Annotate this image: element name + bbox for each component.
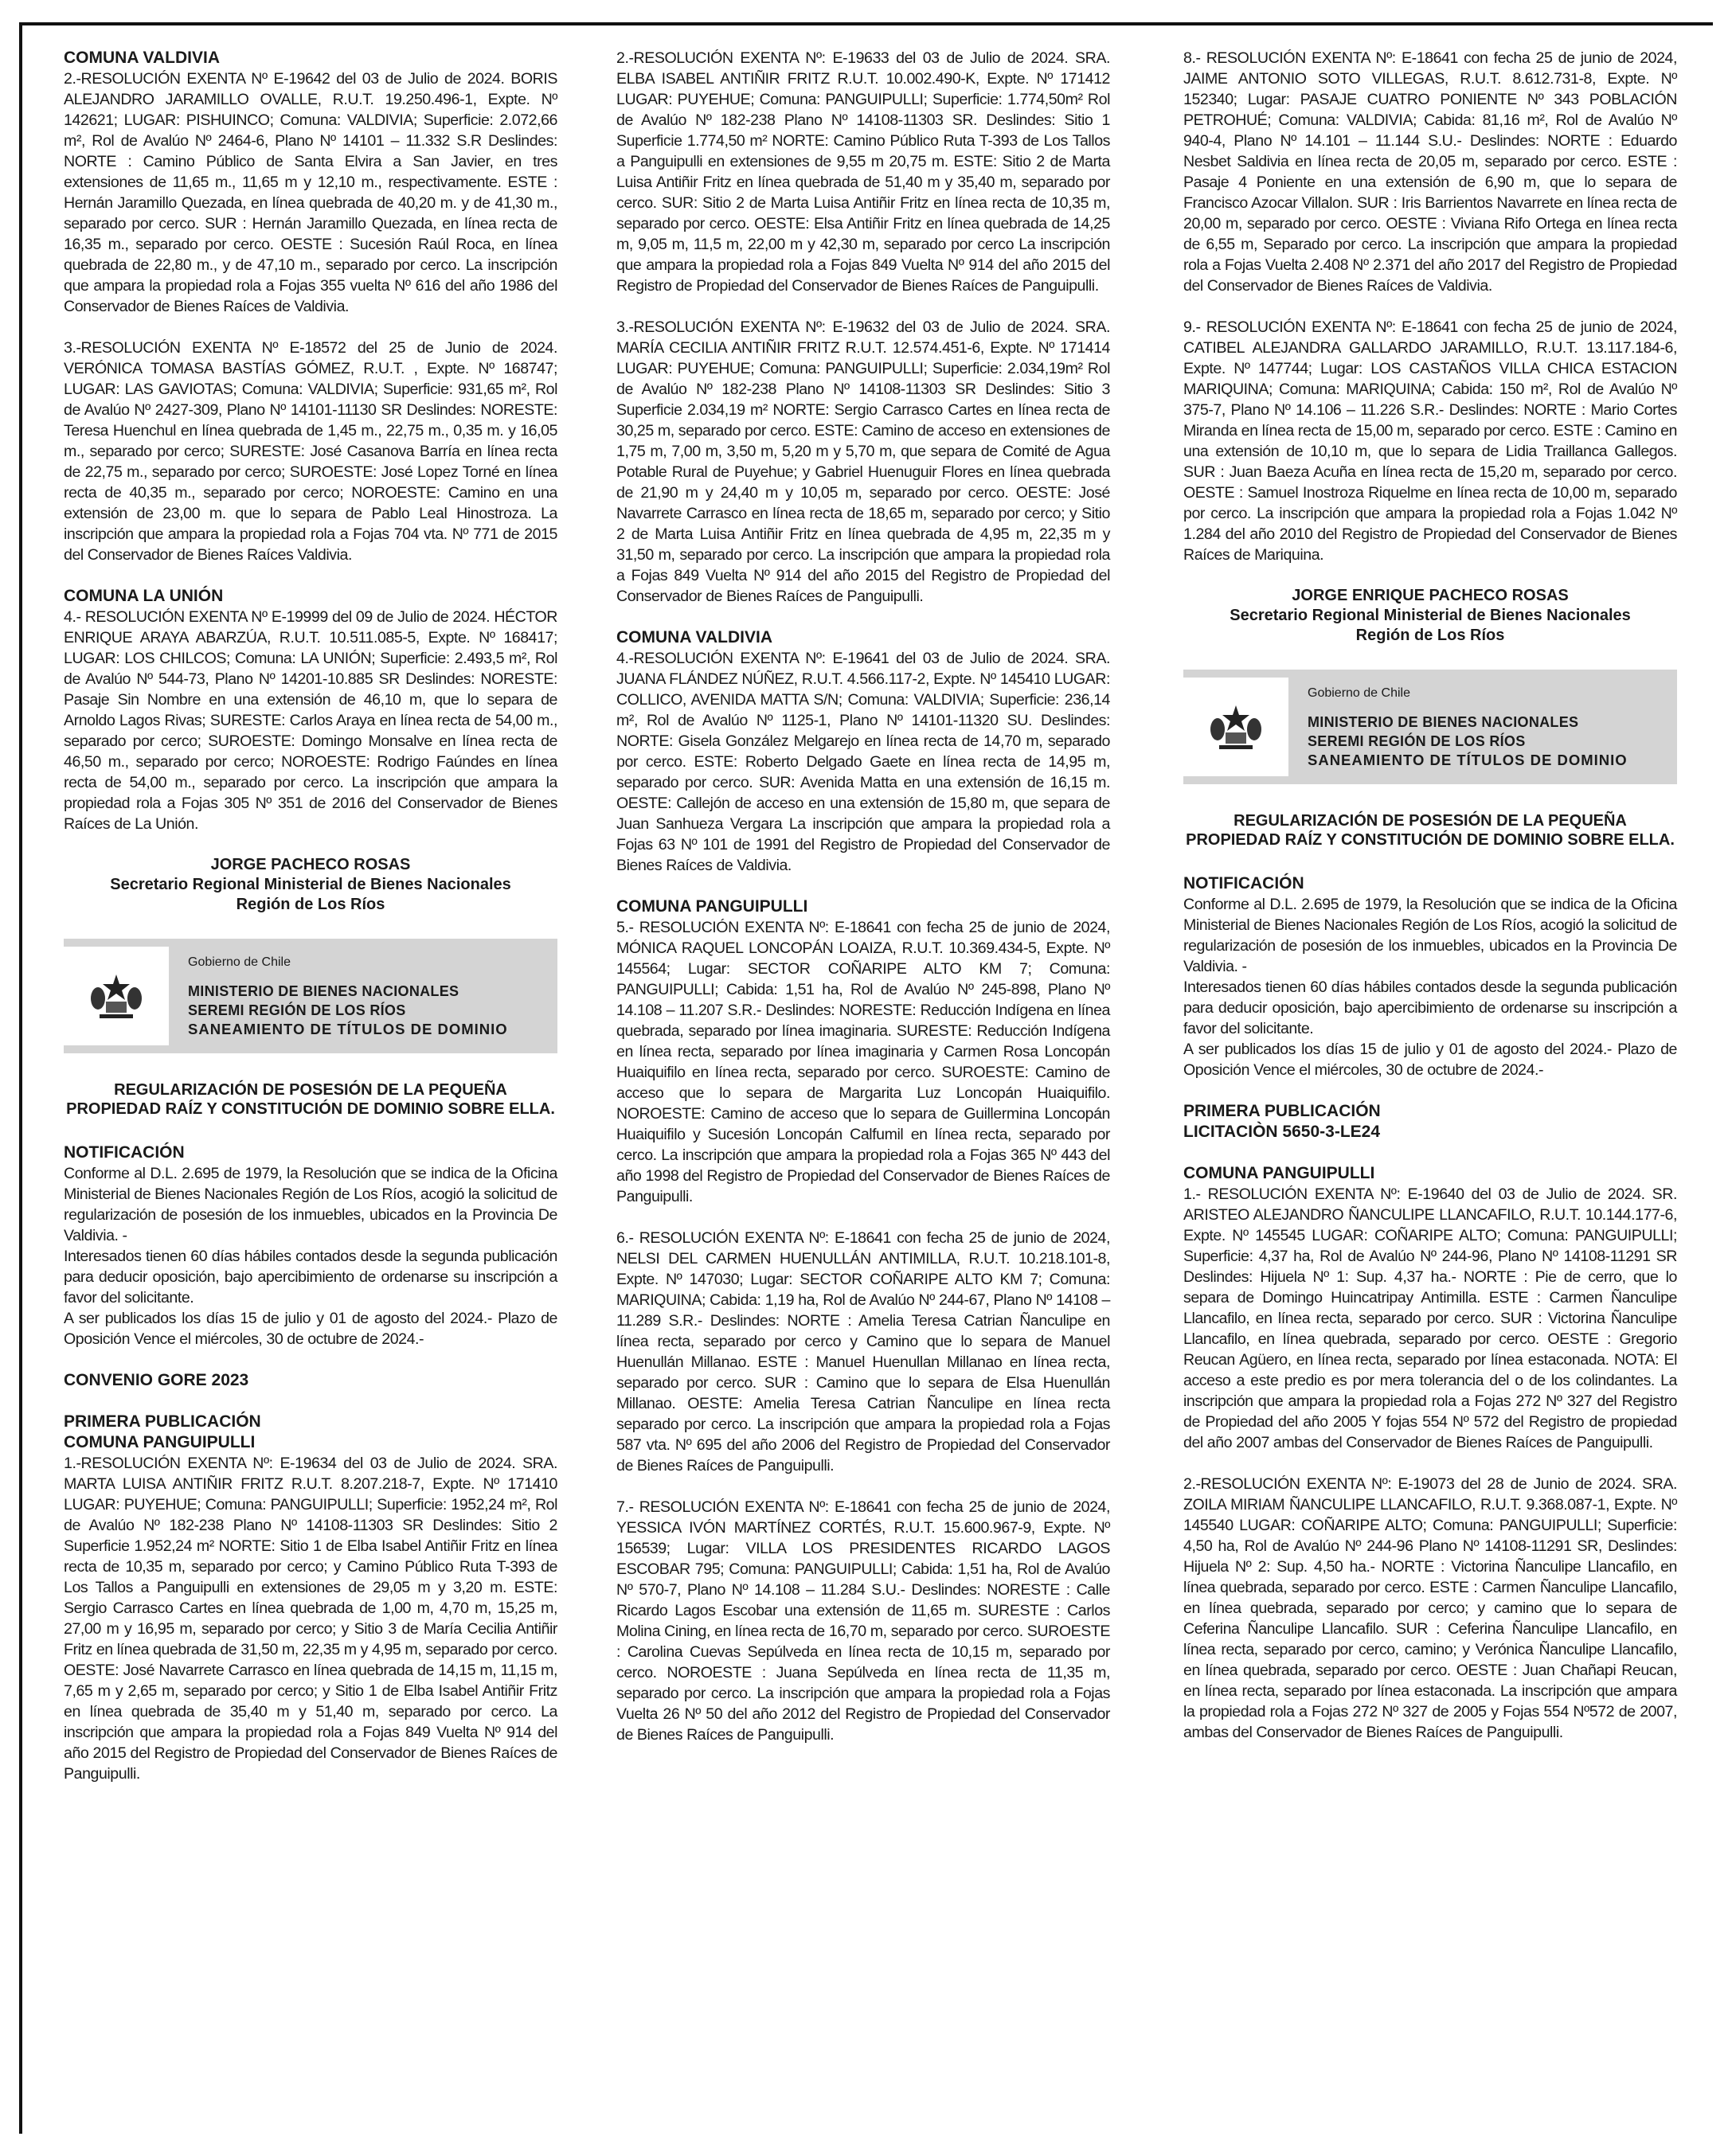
section-heading: COMUNA PANGUIPULLI bbox=[64, 1433, 256, 1451]
regularization-title-line1: REGULARIZACIÓN DE POSESIÓN DE LA PEQUEÑA bbox=[114, 1081, 507, 1099]
licitacion-heading: LICITACIÒN 5650-3-LE24 bbox=[1183, 1123, 1381, 1141]
ministry-name: MINISTERIO DE BIENES NACIONALES bbox=[1308, 714, 1579, 730]
signer-title: Secretario Regional Ministerial de Bienes Nacionales bbox=[1230, 607, 1631, 624]
notification-heading: NOTIFICACIÓN bbox=[64, 1143, 185, 1162]
signer-name: JORGE ENRIQUE PACHECO ROSAS bbox=[1292, 587, 1569, 604]
ministry-banner bbox=[64, 939, 557, 1053]
notification-text-1: Conforme al D.L. 2.695 de 1979, la Resolución que se indica de la Oficina Ministerial de Bienes Nacionales Región de Los Ríos, acogió la solicitud de regularización de posesión de los inmuebles, ubicados en la Provincia De Valdivia. - bbox=[1183, 896, 1677, 975]
resolution-9: 9.- RESOLUCIÓN EXENTA Nº: E-18641 con fecha 25 de junio de 2024, CATIBEL ALEJANDRA GALLARDO JARAMILLO, R.U.T. 13.117.184-6, Expte. Nº 147744; Lugar: LOS CASTAÑOS VILLA CHICA ESTACION MARIQUINA; Comuna: MARIQUINA; Cabida: 150 m², Rol de Avalúo Nº 375-7, Plano Nº 14.106 – 11.226 S.R.- Deslindes: NORTE : Mario Cortes Miranda en línea recta de 15,00 m, separado por cerco. ESTE : Camino en una extensión de 10,10 m, que lo separa de Lidia Traillanca Gallegos. SUR : Juan Baeza Acuña en línea recta de 15,20 m, separado por cerco. OESTE : Samuel Inostroza Riquelme en línea recta de 10,00 m, separado por cerco. La inscripción que ampara la propiedad rola a Fojas 1.042 Nº 1.284 del año 2010 del Registro de Propiedad del Conservador de Bienes Raíces de Mariquina. bbox=[1183, 318, 1677, 564]
resolution-6: 6.- RESOLUCIÓN EXENTA Nº: E-18641 con fecha 25 de junio de 2024, NELSI DEL CARMEN HUENULLÁN ANTIMILLA, R.U.T. 10.218.101-8, Expte. Nº 147030; Lugar: SECTOR COÑARIPE ALTO KM 7; Comuna: MARIQUINA; Cabida: 1,19 ha, Rol de Avalúo Nº 244-67, Plano Nº 14108 – 11.289 S.R.- Deslindes: NORTE : Amelia Teresa Catrian Ñanculipe en línea recta, separado por cerco y Camino que lo separa de Manuel Huenullán Millanao. ESTE : Manuel Huenullan Millanao en línea recta, separado por cerco. SUR : Camino que lo separa de Elsa Huenullán Millanao. OESTE: Amelia Teresa Catrian Ñanculipe en línea recta separado por cerco. La inscripción que ampara la propiedad rola a Fojas 587 vta. Nº 695 del año 2006 del Registro de Propiedad del Conservador de Bienes Raíces de Panguipulli. bbox=[616, 1229, 1110, 1474]
ministry-banner bbox=[1183, 670, 1677, 784]
notification-text-3: A ser publicados los días 15 de julio y 01 de agosto del 2024.- Plazo de Oposición Vence el miércoles, 30 de octubre de 2024.- bbox=[1183, 1041, 1677, 1079]
resolution-8: 8.- RESOLUCIÓN EXENTA Nº: E-18641 con fecha 25 de junio de 2024, JAIME ANTONIO SOTO VILLEGAS, R.U.T. 8.612.731-8, Expte. Nº 152340; Lugar: PASAJE CUATRO PONIENTE Nº 343 POBLACIÓN PETROHUÉ; Comuna: VALDIVIA; Cabida: 81,16 m², Rol de Avalúo Nº 940-4, Plano Nº 14.101 – 11.144 S.U.- Deslindes: NORTE : Eduardo Nesbet Saldivia en línea recta de 20,05 m, separado por cerco. ESTE : Pasaje 4 Poniente en una extensión de 6,90 m, que lo separa de Francisco Azocar Villalon. SUR : Iris Barrientos Navarrete en línea recta de 20,00 m, separado por cerco. OESTE : Viviana Rifo Ortega en línea recta de 6,55 m, Separado por cerco. La inscripción que ampara la propiedad rola a Fojas Vuelta 2.408 Nº 2.371 del año 2017 del Registro de Propiedad del Conservador de Bienes Raíces de Valdivia. bbox=[1183, 49, 1677, 295]
section-heading: COMUNA LA UNIÓN bbox=[64, 587, 224, 605]
regularization-title-line2: PROPIEDAD RAÍZ Y CONSTITUCIÓN DE DOMINIO SOBRE ELLA. bbox=[66, 1100, 555, 1118]
chile-coat-of-arms-icon bbox=[1208, 702, 1264, 752]
column-3 bbox=[1183, 48, 1677, 1763]
signer-region: Región de Los Ríos bbox=[236, 896, 385, 913]
chile-coat-of-arms-icon bbox=[88, 971, 144, 1021]
ministry-text bbox=[188, 953, 508, 1039]
resolution-2: 2.-RESOLUCIÓN EXENTA Nº: E-19633 del 03 de Julio de 2024. SRA. ELBA ISABEL ANTIÑIR FRITZ R.U.T. 10.002.490-K, Expte. Nº 171412 LUGAR: PUYEHUE; Comuna: PANGUIPULLI; Superficie: 1.774,50m² Rol de Avalúo Nº 182-238 Plano Nº 14108-11303 SR. Deslindes: Sitio 1 Superficie 1.774,50 m² NORTE: Camino Público Ruta T-393 de Los Tallos a Panguipulli en extensiones de 9,55 m 20,75 m. ESTE: Sitio 2 de Marta Luisa Antiñir Fritz en línea quebrada de 51,40 m y 35,40 m, separado por cerco. SUR: Sitio 2 de Marta Luisa Antiñir Fritz en línea recta de 10,35 m, separado por cerco. OESTE: Elsa Antiñir Fritz en línea quebrada de 14,25 m, 9,05 m, 11,5 m, 22,00 m y 42,30 m, separado por cerco La inscripción que ampara la propiedad rola a Fojas 849 Vuelta Nº 914 del año 2015 del Registro de Propiedad del Conservador de Bienes Raíces de Panguipulli. bbox=[616, 49, 1110, 295]
resolution-5: 5.- RESOLUCIÓN EXENTA Nº: E-18641 con fecha 25 de junio de 2024, MÓNICA RAQUEL LONCOPÁN LOAIZA, R.U.T. 10.369.434-5, Expte. Nº 145564; Lugar: SECTOR COÑARIPE ALTO KM 7; Comuna: PANGUIPULLI; Cabida: 1,51 ha, Rol de Avalúo Nº 245-898, Plano Nº 14.108 – 11.207 S.R.- Deslindes: NORESTE: Reducción Indígena en línea quebrada, separado por línea imaginaria. SURESTE: Reducción Indígena en línea recta, separado por línea imaginaria y Carmen Rosa Loncopán Huaiquifilo en línea recta, separado por cerco. SUROESTE: Camino de acceso que lo separa de Margarita Luz Loncopán Huaiquifilo. NOROESTE: Camino de acceso que lo separa de Guillermina Loncopán Huaiquifilo y Sucesión Loncopán Calfumil en línea recta, separado por cerco. La inscripción que ampara la propiedad rola a Fojas 365 Nº 443 del año 1998 del Registro de Propiedad del Conservador de Bienes Raíces de Panguipulli. bbox=[616, 919, 1110, 1205]
gov-label: Gobierno de Chile bbox=[1308, 686, 1410, 700]
resolution-2: 2.-RESOLUCIÓN EXENTA Nº: E-19073 del 28 de Junio de 2024. SRA. ZOILA MIRIAM ÑANCULIPE LLANCAFILO, R.U.T. 9.368.087-1, Expte. Nº 145540 LUGAR: COÑARIPE ALTO; Comuna: PANGUIPULLI; Superficie: 4,50 ha, Rol de Avalúo Nº 244-96 Plano Nº 14108-11291 SR, Deslindes: Hijuela Nº 2: Sup. 4,50 ha.- NORTE : Victorina Ñanculipe Llancafilo, en línea quebrada, separado por cerco. ESTE : Carmen Ñanculipe Llancafilo, en línea quebrada, separado por cerco; y camino que lo separa de Ceferina Ñanculipe Llancafilo. SUR : Ceferina Ñanculipe Llancafilo, en línea recta, separado por cerco, camino; y Verónica Ñanculipe Llancafilo, en línea quebrada, separado por cerco. OESTE : Juan Chañapi Reucan, en línea recta, separado por línea estaconada. La inscripción que ampara la propiedad rola a Fojas 272 Nº 327 de 2005 y Fojas 554 Nº572 de 2007, ambas del Conservador de Bienes Raíces de Panguipulli. bbox=[1183, 1475, 1677, 1741]
column-2 bbox=[616, 48, 1110, 1766]
program-name: SANEAMIENTO DE TÍTULOS DE DOMINIO bbox=[188, 1021, 508, 1037]
notification-text-1: Conforme al D.L. 2.695 de 1979, la Resolución que se indica de la Oficina Ministerial de Bienes Nacionales Región de Los Ríos, acogió la solicitud de regularización de posesión de los inmuebles, ubicados en la Provincia De Valdivia. - bbox=[64, 1165, 557, 1244]
program-name: SANEAMIENTO DE TÍTULOS DE DOMINIO bbox=[1308, 752, 1628, 768]
signature-block bbox=[1183, 586, 1677, 646]
emblem-box bbox=[1183, 678, 1288, 776]
section-heading: COMUNA VALDIVIA bbox=[64, 49, 220, 67]
ministry-name: MINISTERIO DE BIENES NACIONALES bbox=[188, 983, 459, 999]
resolution-4: 4.-RESOLUCIÓN EXENTA Nº: E-19641 del 03 de Julio de 2024. SRA. JUANA FLÁNDEZ NÚÑEZ, R.U.T. 4.566.117-2, Expte. Nº 145410 LUGAR: COLLICO, AVENIDA MATTA S/N; Comuna: VALDIVIA; Superficie: 236,14 m², Rol de Avalúo Nº 1125-1, Plano Nº 14101-11320 SU. Deslindes: NORTE: Gisela González Melgarejo en línea recta de 14,70 m, separado por cerco. ESTE: Roberto Delgado Gaete en línea recta de 14,95 m, separado por cerco. SUR: Avenida Matta en una extensión de 16,15 m. OESTE: Callejón de acceso en una extensión de 15,80 m, que separa de Juan Sanhueza Vergara La inscripción que ampara la propiedad rola a Fojas 63 Nº 101 de 1991 del Registro de Propiedad del Conservador de Bienes Raíces de Valdivia. bbox=[616, 650, 1110, 874]
notification-heading: NOTIFICACIÓN bbox=[1183, 874, 1304, 892]
notification-text-2: Interesados tienen 60 días hábiles contados desde la segunda publicación para deducir oposición, bajo apercibimiento de ordenarse su inscripción a favor del solicitante. bbox=[64, 1248, 557, 1306]
notification-text-3: A ser publicados los días 15 de julio y 01 de agosto del 2024.- Plazo de Oposición Vence el miércoles, 30 de octubre de 2024.- bbox=[64, 1310, 557, 1348]
resolution-4: 4.- RESOLUCIÓN EXENTA Nº E-19999 del 09 de Julio de 2024. HÉCTOR ENRIQUE ARAYA ABARZÚA, R.U.T. 10.511.085-5, Expte. Nº 168417; LUGAR: LOS CHILCOS; Comuna: LA UNIÓN; Superficie: 2.493,5 m², Rol de Avalúo Nº 544-73, Plano Nº 14201-10.885 SR Deslindes: NORESTE: Pasaje Sin Nombre en una extensión de 46,10 m, que lo separa de Arnoldo Lagos Rivas; SURESTE: Carlos Araya en línea recta de 54,00 m., separado por cerco; SUROESTE: Domingo Monsalve en línea recta de 46,50 m., separado por cerco; NOROESTE: Rodrigo Faúndes en línea recta de 54,00 m., separado por cerco. La inscripción que ampara la propiedad rola a Fojas 305 Nº 351 de 2016 del Conservador de Bienes Raíces de La Unión. bbox=[64, 608, 557, 833]
section-heading: COMUNA VALDIVIA bbox=[616, 628, 772, 646]
regularization-title-line2: PROPIEDAD RAÍZ Y CONSTITUCIÓN DE DOMINIO SOBRE ELLA. bbox=[1186, 831, 1675, 849]
regularization-title-line1: REGULARIZACIÓN DE POSESIÓN DE LA PEQUEÑA bbox=[1234, 812, 1627, 830]
signature-block bbox=[64, 855, 557, 915]
first-publication-heading: PRIMERA PUBLICACIÓN bbox=[1183, 1102, 1381, 1120]
column-1 bbox=[64, 48, 557, 1805]
signer-name: JORGE PACHECO ROSAS bbox=[210, 856, 411, 873]
regularization-title bbox=[1183, 811, 1677, 850]
resolution-1: 1.-RESOLUCIÓN EXENTA Nº: E-19634 del 03 de Julio de 2024. SRA. MARTA LUISA ANTIÑIR FRITZ R.U.T. 8.207.218-7, Expte. Nº 171410 LUGAR: PUYEHUE; Comuna: PANGUIPULLI; Superficie: 1952,24 m², Rol de Avalúo Nº 182-238 Plano Nº 14108-11303 SR Deslindes: Sitio 2 Superficie 1.952,24 m² NORTE: Sitio 1 de Elba Isabel Antiñir Fritz en línea recta de 10,35 m, separado por cerco; y Camino Público Ruta T-393 de Los Tallos a Panguipulli en extensiones de 29,05 m y 3,20 m. ESTE: Sergio Carrasco Cartes en línea quebrada de 1,00 m, 4,70 m, 15,25 m, 27,00 m y 16,95 m, separado por cerco; y Sitio 3 de María Cecilia Antiñir Fritz en línea quebrada de 31,50 m, 22,35 m y 4,95 m, separado por cerco. OESTE: José Navarrete Carrasco en línea quebrada de 14,15 m, 11,15 m, 7,65 m y 2,65 m, separado por cerco; y Sitio 1 de Elba Isabel Antiñir Fritz en línea quebrada de 35,40 m y 51,40 m, separado por cerco. La inscripción que ampara la propiedad rola a Fojas 849 Vuelta Nº 914 del año 2015 del Registro de Propiedad del Conservador de Bienes Raíces de Panguipulli. bbox=[64, 1455, 557, 1783]
gov-label: Gobierno de Chile bbox=[188, 955, 291, 969]
emblem-box bbox=[64, 947, 169, 1045]
resolution-2: 2.-RESOLUCIÓN EXENTA Nº E-19642 del 03 de Julio de 2024. BORIS ALEJANDRO JARAMILLO OVALLE, R.U.T. 19.250.496-1, Expte. Nº 142621; LUGAR: PISHUINCO; Comuna: VALDIVIA; Superficie: 2.072,66 m², Rol de Avalúo Nº 2464-6, Plano Nº 14101 – 11.332 S.R Deslindes: NORTE : Camino Público de Santa Elvira a San Javier, en tres extensiones de 11,65 m., 11,65 m y 12,10 m., respectivamente. ESTE : Hernán Jaramillo Quezada, en línea quebrada de 40,20 m. y de 41,30 m., separado por cerco. SUR : Hernán Jaramillo Quezada, en línea recta de 16,35 m., separado por cerco. OESTE : Sucesión Raúl Roca, en línea quebrada de 22,80 m., y de 47,10 m., separado por cerco. La inscripción que ampara la propiedad rola a Fojas 355 vuelta Nº 616 del año 1986 del Conservador de Bienes Raíces de Valdivia. bbox=[64, 70, 557, 315]
section-heading: COMUNA PANGUIPULLI bbox=[1183, 1164, 1375, 1182]
notification-text-2: Interesados tienen 60 días hábiles contados desde la segunda publicación para deducir oposición, bajo apercibimiento de ordenarse su inscripción a favor del solicitante. bbox=[1183, 978, 1677, 1037]
resolution-3: 3.-RESOLUCIÓN EXENTA Nº: E-19632 del 03 de Julio de 2024. SRA. MARÍA CECILIA ANTIÑIR FRITZ R.U.T. 12.574.451-6, Expte. Nº 171414 LUGAR: PUYEHUE; Comuna: PANGUIPULLI; Superficie: 2.034,19m² Rol de Avalúo Nº 182-238 Plano Nº 14108-11303 SR Deslindes: Sitio 3 Superficie 2.034,19 m² NORTE: Sergio Carrasco Cartes en línea recta de 30,25 m, separado por cerco. ESTE: Camino de acceso en extensiones de 1,75 m, 7,00 m, 3,50 m, 5,20 m y 5,70 m, que separa de Comité de Agua Potable Rural de Puyehue; y Gabriel Huenuguir Flores en línea quebrada de 21,90 m y 24,40 m y 10,05 m, separado por cerco. OESTE: José Navarrete Carrasco en línea recta de 18,65 m, separado por cerco; y Sitio 2 de Marta Luisa Antiñir Fritz en línea quebrada de 4,95 m, 22,35 m y 31,50 m, separado por cerco. La inscripción que ampara la propiedad rola a Fojas 849 Vuelta Nº 914 del año 2015 del Registro de Propiedad del Conservador de Bienes Raíces de Panguipulli. bbox=[616, 318, 1110, 605]
resolution-3: 3.-RESOLUCIÓN EXENTA Nº E-18572 del 25 de Junio de 2024. VERÓNICA TOMASA BASTÍAS GÓMEZ, R.U.T. , Expte. Nº 168747; LUGAR: LAS GAVIOTAS; Comuna: VALDIVIA; Superficie: 931,65 m², Rol de Avalúo Nº 2427-309, Plano Nº 14101-11130 SR Deslindes: NORESTE: Teresa Huenchul en línea quebrada de 1,45 m., 22,75 m., 0,35 m. y 16,05 m., separado por cerco; SURESTE: José Casanova Barría en línea recta de 22,75 m., separado por cerco; SUROESTE: José Lopez Torné en línea recta de 40,35 m., separado por cerco; NOROESTE: Camino en una extensión de 23,00 m. que lo separa de Pablo Leal Hinostroza. La inscripción que ampara la propiedad rola a Fojas 704 vta. Nº 771 de 2015 del Conservador de Bienes Raíces Valdivia. bbox=[64, 339, 557, 564]
first-publication-heading: PRIMERA PUBLICACIÓN bbox=[64, 1412, 261, 1431]
signer-title: Secretario Regional Ministerial de Bienes Nacionales bbox=[110, 876, 511, 893]
signer-region: Región de Los Ríos bbox=[1355, 627, 1505, 644]
regularization-title bbox=[64, 1080, 557, 1119]
convenio-heading: CONVENIO GORE 2023 bbox=[64, 1371, 249, 1389]
ministry-text bbox=[1308, 684, 1628, 770]
section-heading: COMUNA PANGUIPULLI bbox=[616, 897, 808, 916]
resolution-1: 1.- RESOLUCIÓN EXENTA Nº: E-19640 del 03 de Julio de 2024. SR. ARISTEO ALEJANDRO ÑANCULIPE LLANCAFILO, R.U.T. 10.144.177-6, Expte. Nº 145545 LUGAR: COÑARIPE ALTO; Comuna: PANGUIPULLI; Superficie: 4,37 ha, Rol de Avalúo Nº 244-96, Plano Nº 14108-11291 SR Deslindes: Hijuela Nº 1: Sup. 4,37 ha.- NORTE : Pie de cerro, que lo separa de Domingo Huincatripay Antimilla. ESTE : Carmen Ñanculipe Llancafilo, en línea recta, separado por cerco. SUR : Victorina Ñanculipe Llancafilo, en línea quebrada, separado por cerco. OESTE : Gregorio Reucan Agüero, en línea recta, separado por línea estaconada. NOTA: El acceso a este predio es por mera tolerancia del o de los colindantes. La inscripción que ampara la propiedad rola a Fojas 272 Nº 327 del Registro de Propiedad del año 2005 Y fojas 554 Nº 572 del Registro de propiedad del año 2007 ambas del Conservador de Bienes Raíces de Panguipulli. bbox=[1183, 1185, 1677, 1451]
seremi-name: SEREMI REGIÓN DE LOS RÍOS bbox=[188, 1002, 406, 1018]
seremi-name: SEREMI REGIÓN DE LOS RÍOS bbox=[1308, 733, 1526, 749]
resolution-7: 7.- RESOLUCIÓN EXENTA Nº: E-18641 con fecha 25 de junio de 2024, YESSICA IVÓN MARTÍNEZ CORTÉS, R.U.T. 15.600.967-9, Expte. Nº 156539; Lugar: VILLA LOS PRESIDENTES RICARDO LAGOS ESCOBAR 795; Comuna: PANGUIPULLI; Cabida: 1,51 ha, Rol de Avalúo Nº 570-7, Plano Nº 14.108 – 11.284 S.U.- Deslindes: NORESTE : Calle Ricardo Lagos Escobar una extensión de 11,65 m. SURESTE : Carlos Molina Cining, en línea recta de 16,70 m, separado por cerco. SUROESTE : Carolina Cuevas Sepúlveda en línea recta de 10,15 m, separado por cerco. NOROESTE : Juana Sepúlveda en línea recta de 11,35 m, separado por cerco. La inscripción que ampara la propiedad rola a Fojas Vuelta 26 Nº 50 del año 2012 del Registro de Propiedad del Conservador de Bienes Raíces de Panguipulli. bbox=[616, 1498, 1110, 1744]
